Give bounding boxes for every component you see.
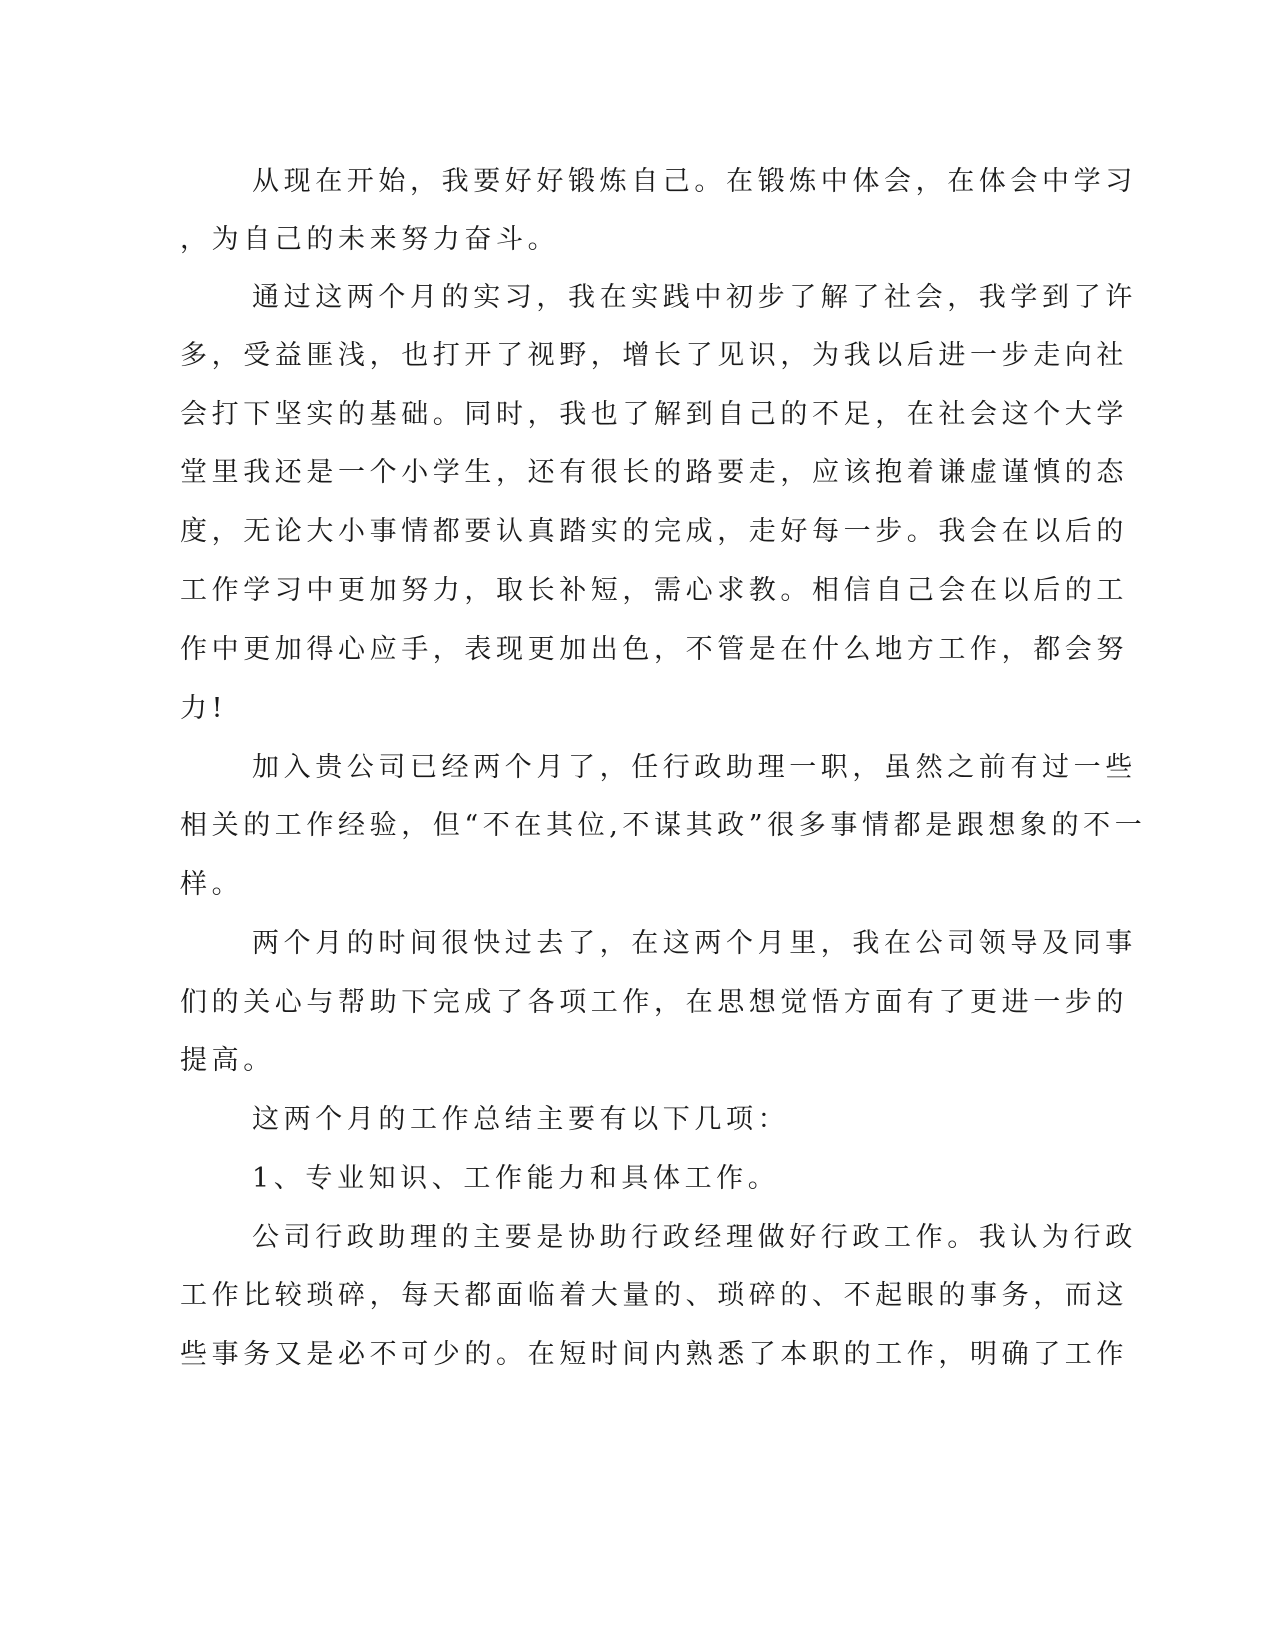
text-line: 相关的工作经验，但“不在其位,不谋其政”很多事情都是跟想象的不一: [180, 810, 1147, 841]
text-line: 公司行政助理的主要是协助行政经理做好行政工作。我认为行政: [252, 1222, 1137, 1253]
text-line: 这两个月的工作总结主要有以下几项：: [252, 1104, 790, 1135]
text-line: 工作学习中更加努力，取长补短，需心求教。相信自己会在以后的工: [180, 575, 1128, 606]
text-line: 工作比较琐碎，每天都面临着大量的、琐碎的、不起眼的事务，而这: [180, 1280, 1128, 1311]
text-line: 1、专业知识、工作能力和具体工作。: [252, 1163, 780, 1194]
text-line: 作中更加得心应手，表现更加出色，不管是在什么地方工作，都会努: [180, 634, 1128, 665]
text-line: 提高。: [180, 1045, 275, 1076]
text-line: 力!: [180, 693, 228, 724]
text-line: 样。: [180, 869, 244, 900]
text-line: 加入贵公司已经两个月了，任行政助理一职，虽然之前有过一些: [252, 752, 1137, 783]
text-line: 度，无论大小事情都要认真踏实的完成，走好每一步。我会在以后的: [180, 516, 1128, 547]
text-line: 们的关心与帮助下完成了各项工作，在思想觉悟方面有了更进一步的: [180, 987, 1128, 1018]
text-line: 会打下坚实的基础。同时，我也了解到自己的不足，在社会这个大学: [180, 399, 1128, 430]
text-line: 两个月的时间很快过去了，在这两个月里，我在公司领导及同事: [252, 928, 1137, 959]
text-line: 通过这两个月的实习，我在实践中初步了解了社会，我学到了许: [252, 282, 1137, 313]
text-line: 堂里我还是一个小学生，还有很长的路要走，应该抱着谦虚谨慎的态: [180, 457, 1128, 488]
text-line: 从现在开始，我要好好锻炼自己。在锻炼中体会，在体会中学习: [252, 166, 1137, 197]
text-line: ，为自己的未来努力奋斗。: [180, 224, 560, 255]
text-line: 多，受益匪浅，也打开了视野，增长了见识，为我以后进一步走向社: [180, 340, 1128, 371]
text-line: 些事务又是必不可少的。在短时间内熟悉了本职的工作，明确了工作: [180, 1339, 1128, 1370]
